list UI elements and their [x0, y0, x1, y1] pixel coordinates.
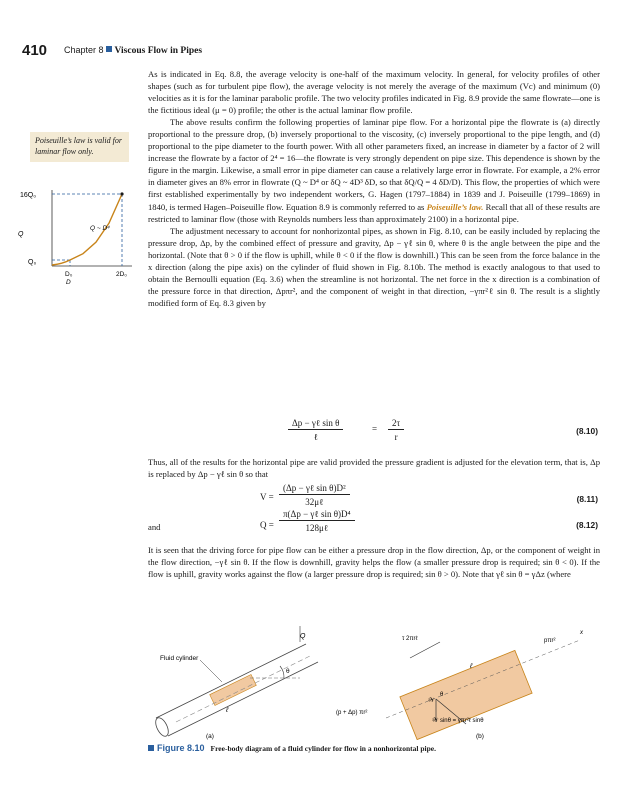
fluid-cylinder-shape — [210, 675, 257, 706]
eq10-number: (8.10) — [576, 426, 598, 436]
eq10-numerator: Δp − γℓ sin θ — [288, 418, 343, 430]
plot-point-end — [120, 192, 123, 195]
eq10-lhs-fraction — [288, 418, 343, 442]
paragraph-6: It is seen that the driving force for pipe flow can be either a pressure drop in the flow direction, Δp, or the component of weight in the flow direction, −γℓ sin θ. If the flow is downhill, gravity helps the flow (a smaller pressure drop is required; sin θ < 0). If the flow is uphill, gravity works against the flow (a larger pressure drop is required; sin θ > 0). Note that γℓ sin θ = γΔz (where — [148, 545, 600, 580]
eq11-number: (8.11) — [576, 494, 598, 504]
fig-a-theta: θ — [286, 668, 290, 675]
plot-x-label-2: 2D₀ — [116, 271, 128, 278]
eq12-denominator: 128μℓ — [305, 523, 329, 533]
fig-a-fluid-cylinder-label: Fluid cylinder — [160, 655, 199, 662]
fig-b-weight: 𝒲 sinθ = γπr²ℓ sinθ — [432, 718, 484, 724]
figure-a — [153, 626, 318, 740]
header-square-icon — [106, 46, 112, 52]
eq10-denominator: ℓ — [313, 432, 318, 442]
plot-curve — [52, 194, 122, 265]
margin-plot — [20, 186, 144, 286]
eq10-equals: = — [372, 424, 378, 434]
page-number: 410 — [22, 42, 48, 59]
plot-y-top-label: 16Q₀ — [20, 192, 37, 199]
figure-8-10 — [140, 622, 610, 740]
fig-b-ell: ℓ — [470, 663, 473, 670]
poiseuille-law-link[interactable]: Poiseuille’s law. — [426, 201, 484, 212]
eq11-lhs: V = — [260, 492, 274, 502]
margin-note: Poiseuille’s law is valid for laminar flow only. — [30, 132, 129, 162]
fig-b-x: x — [580, 630, 583, 636]
eq12-lhs: Q = — [260, 520, 274, 530]
body-column — [148, 68, 600, 309]
paragraph-2-text-b: Recall that all of these results are restricted to laminar flow (those with Reynolds numbers less than approximately 2100) in a horizontal pipe. — [148, 201, 600, 224]
fbd-cylinder — [400, 650, 532, 739]
paragraph-2-text-a: The above results confirm the following properties of laminar pipe flow. For a horizontal pipe the flowrate is (a) directly proportional to the pressure drop, (b) inversely proportional to the viscosity, (c) inversely proportional to the pipe length, and (d) proportional to the pipe diameter to the fourth power. With all other parameters fixed, an increase in diameter by a factor of 2 will increase the flowrate by a factor of 2⁴ = 16—the flowrate is very strongly dependent on pipe size. This dependence is shown by the figure in the margin. Likewise, a small error in pipe diameter can cause a relatively large error in flowrate. For example, a 2% error in diameter gives an 8% error in flowrate (Q ~ D⁴ or δQ ~ 4D³ δD, so that δQ/Q = 4 δD/D). This flow, the properties of which were first established experimentally by two independent workers, G. Hagen (1797–1884) in 1839 and J. Poiseuille (1799–1869) in 1840, is termed Hagen–Poiseuille flow. Equation 8.9 is commonly referred to as — [148, 117, 600, 212]
plot-curve-label: Q ~ D⁴ — [90, 225, 110, 232]
plot-x-label-1: D₀ — [65, 271, 73, 278]
paragraph-3: The adjustment necessary to account for nonhorizontal pipes, as shown in Fig. 8.10, can be easily included by replacing the pressure drop, Δp, by the combined effect of pressure and gravity, Δp − γℓ sin θ, where θ is the angle between the pipe and the horizontal. (Note that θ > 0 if the flow is uphill, while θ < 0 if the flow is downhill.) This can be seen from the force balance in the x direction (along the pipe axis) on the cylinder of fluid shown in Fig. 8.10b. The method is exactly analogous to that used to obtain the Bernoulli equation (Eq. 3.6) when the streamline is not horizontal. The net force in the x direction is a combination of the pressure force in that direction, Δpπr², and the component of weight in that direction, −γπr²ℓ sin θ. The result is a slightly modified form of Eq. 8.3 given by — [148, 225, 600, 308]
eq10-rhs-numerator: 2τ — [388, 418, 404, 430]
equation-8-12 — [148, 509, 600, 539]
paragraph-4-block — [148, 456, 600, 480]
eq11-denominator: 32μℓ — [305, 497, 324, 507]
plot-x-axis-label: D — [66, 279, 71, 286]
eq12-number: (8.12) — [576, 520, 598, 530]
fig-b-tau: τ 2πrℓ — [402, 636, 418, 642]
chapter-label: Chapter 8 — [64, 45, 104, 55]
paragraph-1: As is indicated in Eq. 8.8, the average velocity is one-half of the maximum velocity. In general, for velocity profiles of other shapes (such as for turbulent pipe flow), the average velocity is not merely the average of the maximum (Vc) and minimum (0) velocities as it is for the laminar parabolic profile. The two velocity profiles indicated in Fig. 8.9 provide the same flowrate—one is the fictitious ideal (μ = 0) profile; the other is the actual laminar flow profile. — [148, 69, 600, 116]
chapter-title: Viscous Flow in Pipes — [114, 46, 203, 56]
fig-b-label: (b) — [476, 733, 484, 740]
fig-b-p: pπr² — [544, 638, 556, 644]
paragraph-2 — [148, 116, 600, 224]
caption-square-icon — [148, 745, 154, 751]
paragraph-6-block — [148, 544, 600, 580]
eq11-fraction — [279, 483, 350, 507]
eq12-fraction — [279, 509, 355, 533]
paragraph-5: and — [148, 522, 161, 532]
eq11-numerator: (Δp − γℓ sin θ)D² — [279, 483, 350, 495]
caption-text: Free-body diagram of a fluid cylinder for flow in a nonhorizontal pipe. — [210, 744, 436, 753]
eq10-rhs-denominator: r — [394, 432, 398, 442]
fig-b-theta: θ — [440, 692, 444, 698]
fig-a-Q: Q — [300, 633, 306, 640]
fig-a-label: (a) — [206, 733, 214, 740]
fig-b-W: 𝒲 — [428, 698, 435, 704]
paragraph-4: Thus, all of the results for the horizontal pipe are valid provided the pressure gradient is adjusted for the elevation term, that is, Δp is replaced by Δp − γℓ sin θ so that — [148, 457, 600, 480]
plot-y-mid-label: Q — [18, 231, 24, 238]
fig-b-p-plus-dp: (p + Δp) πr² — [336, 710, 368, 716]
plot-y-low-label: Q₀ — [28, 259, 37, 266]
figure-caption — [148, 743, 436, 753]
eq12-numerator: π(Δp − γℓ sin θ)D⁴ — [279, 509, 355, 521]
caption-label: Figure 8.10 — [157, 743, 205, 753]
equation-8-10 — [148, 418, 600, 448]
eq10-rhs-fraction — [388, 418, 404, 442]
figure-b — [336, 630, 584, 740]
fig-a-ell: ℓ — [226, 707, 229, 714]
pipe-end — [153, 716, 171, 738]
running-header — [64, 45, 202, 56]
